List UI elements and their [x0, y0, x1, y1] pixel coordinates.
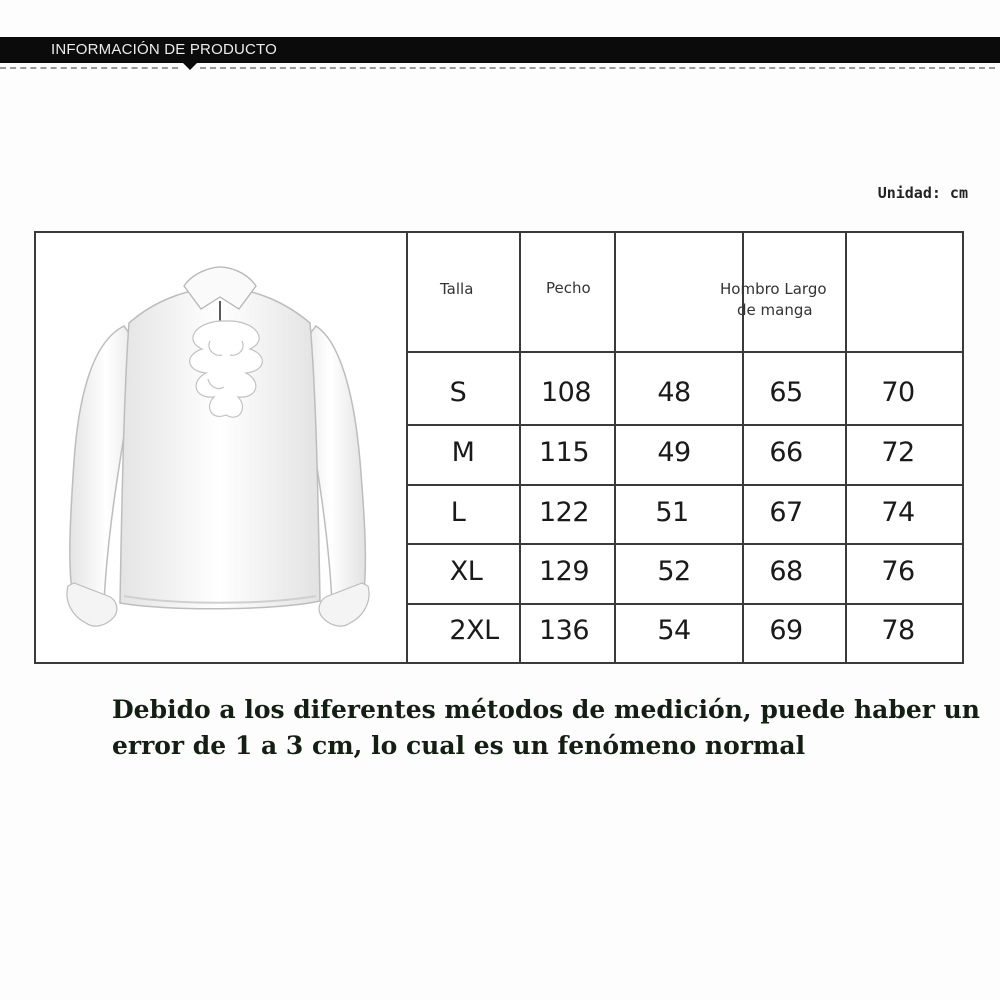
cell-size-s: S: [449, 377, 467, 408]
white-ruffled-shirt-icon: [34, 231, 404, 660]
cell-size-m: M: [451, 437, 475, 468]
cell-sleeve-l: 74: [881, 497, 915, 528]
cell-sleeve-xl: 76: [881, 556, 915, 587]
header-hombro-largo: Hombro Largo: [720, 280, 827, 298]
dashed-divider-left: [0, 67, 178, 69]
cell-shoulder-l: 51: [655, 497, 689, 528]
cell-size-xl: XL: [449, 556, 483, 587]
cell-sleeve-2xl: 78: [881, 615, 915, 646]
header-talla: Talla: [440, 280, 474, 298]
cell-chest-s: 108: [540, 377, 592, 408]
product-image-cell: [34, 231, 408, 664]
cell-shoulder-s: 48: [657, 377, 691, 408]
cell-size-2xl: 2XL: [449, 615, 499, 646]
cell-length-xl: 68: [769, 556, 803, 587]
cell-sleeve-m: 72: [881, 437, 915, 468]
cell-chest-m: 115: [538, 437, 590, 468]
unit-label: Unidad: cm: [877, 184, 968, 202]
cell-chest-2xl: 136: [538, 615, 590, 646]
cell-length-m: 66: [769, 437, 803, 468]
cell-size-l: L: [450, 497, 466, 528]
cell-sleeve-s: 70: [881, 377, 915, 408]
banner-title: INFORMACIÓN DE PRODUCTO: [51, 41, 277, 58]
cell-shoulder-2xl: 54: [657, 615, 691, 646]
cell-length-2xl: 69: [769, 615, 803, 646]
cell-chest-l: 122: [538, 497, 590, 528]
banner-notch: [182, 62, 198, 70]
measurement-note: Debido a los diferentes métodos de medición, puede haber un error de 1 a 3 cm, lo cual es un fenómeno normal: [112, 695, 980, 760]
cell-shoulder-m: 49: [657, 437, 691, 468]
header-pecho: Pecho: [546, 279, 591, 297]
dashed-divider: [200, 67, 995, 69]
cell-chest-xl: 129: [538, 556, 590, 587]
header-de-manga: de manga: [737, 301, 813, 319]
cell-length-s: 65: [769, 377, 803, 408]
cell-shoulder-xl: 52: [657, 556, 691, 587]
cell-length-l: 67: [769, 497, 803, 528]
